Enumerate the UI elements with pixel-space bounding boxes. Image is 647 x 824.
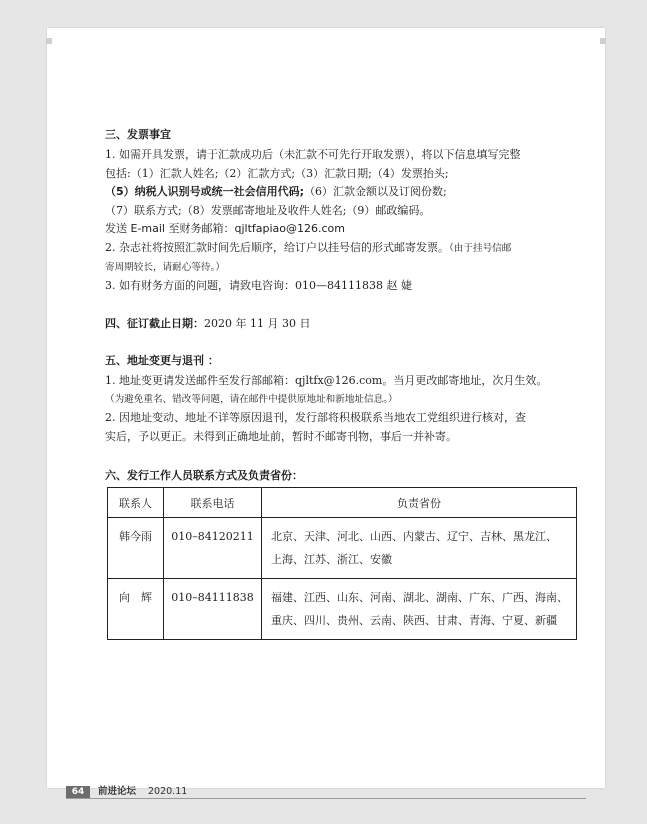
provinces-line: 福建、江西、山东、河南、湖北、湖南、广东、广西、海南、: [271, 591, 568, 604]
header-provinces: 负责省份: [262, 488, 577, 518]
section5-line4: 实后，予以更正。未得到正确地址前，暂时不邮寄刊物，事后一并补寄。: [105, 430, 457, 443]
corner-mark: [600, 38, 606, 44]
provinces-line: 北京、天津、河北、山西、内蒙古、辽宁、吉林、黑龙江、: [271, 530, 557, 543]
contact-name: 韩今雨: [108, 518, 164, 579]
section3-line7-note: 寄周期较长，请耐心等待。）: [105, 262, 225, 273]
section3-line6-main: 2. 杂志社将按照汇款时间先后顺序，给订户以挂号信的形式邮寄发票。: [105, 241, 449, 254]
section3-email-line: 发送 E-mail 至财务邮箱：qjltfapiao@126.com: [105, 222, 345, 235]
provinces-line: 上海、江苏、浙江、安徽: [271, 553, 392, 566]
table-header-row: [108, 488, 577, 518]
table-row: [108, 518, 577, 579]
section5-heading: 五、地址变更与退刊 ：: [105, 354, 219, 367]
section3-line6: [105, 241, 511, 255]
table-row: [108, 579, 577, 640]
corner-mark: [46, 38, 52, 44]
section3-line3-bold: （5）纳税人识别号或统一社会信用代码;: [105, 185, 305, 198]
document-page: [47, 28, 605, 788]
page-footer: [66, 786, 586, 799]
contact-name: 向 辉: [108, 579, 164, 640]
section5-line2-note: （为避免重名、错改等问题，请在邮件中提供原地址和新地址信息。）: [105, 394, 398, 405]
section3-heading: 三、发票事宜: [105, 128, 171, 141]
section3-line8: 3. 如有财务方面的问题，请致电咨询：010—84111838 赵 婕: [105, 279, 412, 292]
section3-line2: 包括:（1）汇款人姓名;（2）汇款方式;（3）汇款日期;（4）发票抬头;: [105, 167, 449, 180]
section5-line3: 2. 因地址变动、地址不详等原因退刊，发行部将积极联系当地农工党组织进行核对，查: [105, 411, 526, 424]
contact-provinces: [262, 579, 577, 640]
section4-value: 2020 年 11 月 30 日: [204, 317, 311, 330]
page-number: 64: [66, 786, 90, 798]
section3-line6-note: （由于挂号信邮: [449, 243, 512, 254]
section3-line1: 1. 如需开具发票，请于汇款成功后（未汇款不可先行开取发票），将以下信息填写完整: [105, 148, 521, 161]
section4-line: [105, 317, 310, 330]
section6-heading: 六、发行工作人员联系方式及负责省份：: [105, 469, 303, 482]
section3-line3: [105, 185, 447, 198]
section3-line3-rest: （6）汇款金额以及订阅份数;: [304, 185, 447, 198]
contact-phone: 010–84111838: [164, 579, 262, 640]
section5-line1: 1. 地址变更请发送邮件至发行部邮箱：qjltfx@126.com。当月更改邮寄地址，次月生效。: [105, 374, 548, 387]
header-contact: 联系人: [108, 488, 164, 518]
header-phone: 联系电话: [164, 488, 262, 518]
contact-provinces: [262, 518, 577, 579]
contact-phone: 010–84120211: [164, 518, 262, 579]
journal-name: 前进论坛: [98, 786, 137, 797]
issue-number: 2020.11: [148, 786, 188, 797]
provinces-line: 重庆、四川、贵州、云南、陕西、甘肃、青海、宁夏、新疆: [271, 614, 557, 627]
section4-heading: 四、征订截止日期：: [105, 317, 204, 330]
contacts-table: [107, 487, 577, 640]
section3-line4: （7）联系方式;（8）发票邮寄地址及收件人姓名;（9）邮政编码。: [105, 204, 431, 217]
